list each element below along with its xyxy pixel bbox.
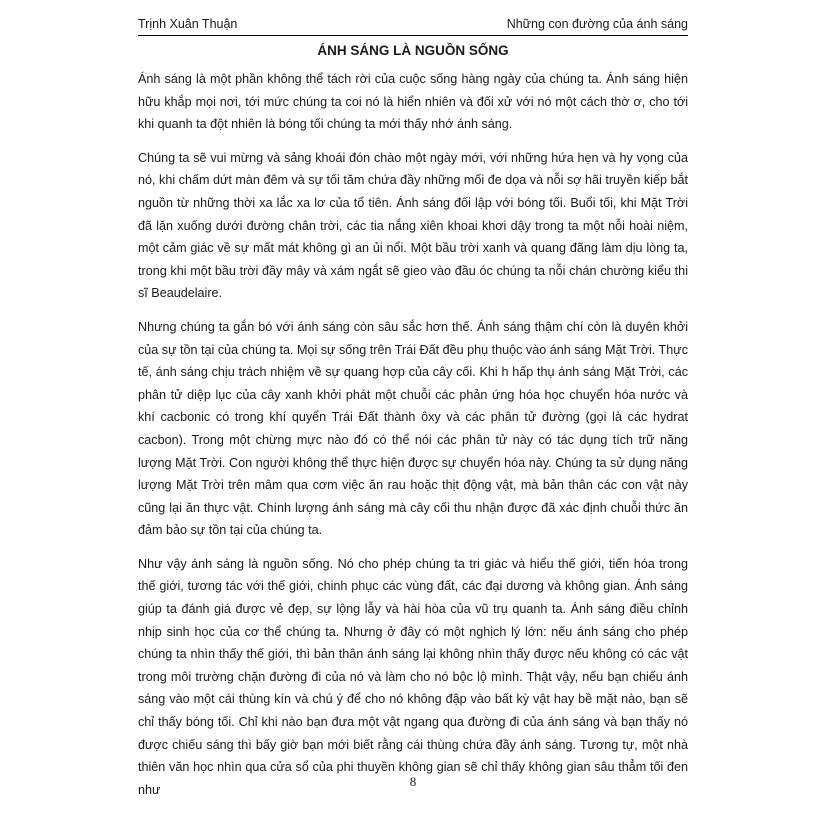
page-number: 8 xyxy=(409,774,417,789)
running-header xyxy=(138,15,688,36)
header-author: Trịnh Xuân Thuận xyxy=(138,17,238,31)
header-book-title: Những con đường của ánh sáng xyxy=(506,17,688,31)
paragraph: Chúng ta sẽ vui mừng và sảng khoái đón chào một ngày mới, với những hứa hẹn và hy vọng của nó, khi chấm dứt màn đêm và sự tối tăm chứa đầy những mối đe dọa và nỗi sợ hãi truyền kiếp bắt nguồn từ những thời xa lắc xa lơ của tổ tiên. Ánh sáng đối lập với bóng tối. Buổi tối, khi Mặt Trời đã lặn xuống dưới đường chân trời, các tia nắng xiên khoai khơi dậy trong ta một nỗi hoài niệm, một cảm giác về sự mất mát không gì an ủi nổi. Một bầu trời xanh và quang đãng làm dịu lòng ta, trong khi một bầu trời đầy mây và xám ngắt sẽ gieo vào đầu óc chúng ta nỗi chán chường kiểu thi sĩ Beaudelaire. xyxy=(138,150,688,301)
chapter-title: ÁNH SÁNG LÀ NGUỒN SỐNG xyxy=(317,43,509,58)
body-text xyxy=(138,68,688,812)
paragraph: Nhưng chúng ta gắn bó với ánh sáng còn sâu sắc hơn thế. Ánh sáng thậm chí còn là duyên khởi của sự tồn tại của chúng ta. Mọi sự sống trên Trái Đất đều phụ thuộc vào ánh sáng Mặt Trời. Thực tế, ánh sáng chịu trách nhiệm về sự quang hợp của cây cối. Khi h hấp thụ ánh sáng Mặt Trời, các phân tử diệp lục của cây xanh khởi phát một chuỗi các phản ứng hóa học chuyển hóa nước và khí cacbonic có trong khí quyển Trái Đất thành ôxy và các phân tử đường (gọi là các hydrat cacbon). Trong một chừng mực nào đó có thể nói các phân tử này có tác dụng tích trữ năng lượng Mặt Trời. Con người không thể thực hiện được sự chuyển hóa này. Chúng ta sử dụng năng lượng Mặt Trời trên mâm qua cơm việc ăn rau hoặc thịt động vật, mà bản thân các con vật này cũng lại ăn thực vật. Chính lượng ánh sáng mà cây cối thu nhận được đã xác định chuỗi thức ăn đảm bảo sự tồn tại của chúng ta. xyxy=(138,319,688,538)
paragraph: Ánh sáng là một phần không thể tách rời của cuộc sống hàng ngày của chúng ta. Ánh sáng hiện hữu khắp mọi nơi, tới mức chúng ta coi nó là hiển nhiên và đối xử với nó một cách thờ ơ, cho tới khi quanh ta đột nhiên là bóng tối chúng ta mới thấy nhớ ánh sáng. xyxy=(138,72,688,132)
paragraph: Như vậy ánh sáng là nguồn sống. Nó cho phép chúng ta tri giác và hiểu thế giới, tiến hóa trong thế giới, tương tác với thế giới, chinh phục các vùng đất, các đại dương và không gian. Ánh sáng giúp ta đánh giá được vẻ đẹp, sự lộng lẫy và hài hòa của vũ trụ quanh ta. Ánh sáng điều chỉnh nhịp sinh học của cơ thể chúng ta. Nhưng ở đây có một nghịch lý lớn: nếu ánh sáng cho phép chúng ta nhìn thấy thế giới, thì bản thân ánh sáng lại không nhìn thấy được nếu không có các vật trong môi trường chặn đường đi của nó và làm cho nó bộc lộ mình. Thật vậy, nếu bạn chiếu ánh sáng vào một cái thùng kín và chú ý để cho nó không đập vào bất kỳ vật hay bề mặt nào, bạn sẽ chỉ thấy bóng tối. Chỉ khi nào bạn đưa một vật ngang qua đường đi của ánh sáng và bạn thấy nó được chiếu sáng thì bấy giờ bạn mới biết rằng cái thùng chứa đầy ánh sáng. Tương tự, một nhà thiên văn học nhìn qua cửa sổ của phi thuyền không gian sẽ chỉ thấy không gian sâu thẳm tối đen như xyxy=(138,556,688,797)
